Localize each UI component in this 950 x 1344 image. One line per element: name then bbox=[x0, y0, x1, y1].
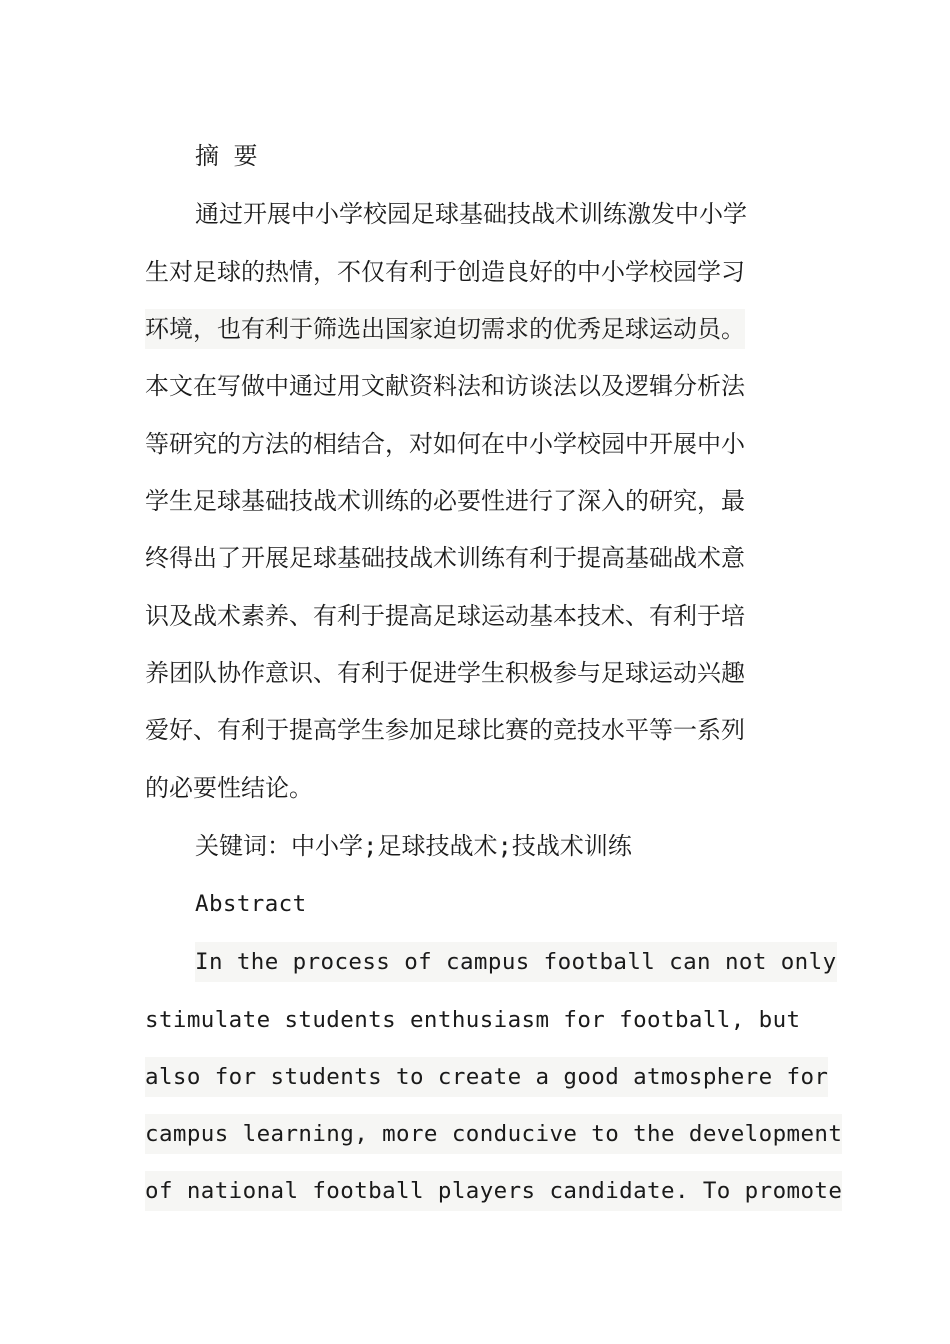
abstract-cn-line: 的必要性结论。 bbox=[145, 774, 313, 802]
abstract-en-line: also for students to create a good atmosphere for bbox=[145, 1057, 828, 1097]
abstract-cn-line: 等研究的方法的相结合，对如何在中小学校园中开展中小 bbox=[145, 430, 745, 458]
keywords-cn: 关键词：中小学;足球技战术;技战术训练 bbox=[195, 832, 632, 860]
abstract-heading-en: Abstract bbox=[195, 891, 307, 917]
abstract-cn-line: 识及战术素养、有利于提高足球运动基本技术、有利于培 bbox=[145, 602, 745, 630]
abstract-cn-line: 环境，也有利于筛选出国家迫切需求的优秀足球运动员。 bbox=[145, 309, 745, 349]
abstract-cn-line: 本文在写做中通过用文献资料法和访谈法以及逻辑分析法 bbox=[145, 372, 745, 400]
abstract-cn-line: 通过开展中小学校园足球基础技战术训练激发中小学 bbox=[195, 200, 747, 228]
abstract-en-line: stimulate students enthusiasm for football, but bbox=[145, 1007, 801, 1033]
abstract-en-line: In the process of campus football can not only bbox=[195, 942, 837, 982]
abstract-heading-cn: 摘 要 bbox=[195, 142, 258, 170]
abstract-cn-line: 学生足球基础技战术训练的必要性进行了深入的研究，最 bbox=[145, 487, 745, 515]
abstract-en-line: of national football players candidate. To promote bbox=[145, 1171, 842, 1211]
abstract-cn-line: 养团队协作意识、有利于促进学生积极参与足球运动兴趣 bbox=[145, 659, 745, 687]
abstract-cn-line: 终得出了开展足球基础技战术训练有利于提高基础战术意 bbox=[145, 544, 745, 572]
abstract-en-line: campus learning, more conducive to the development bbox=[145, 1114, 842, 1154]
abstract-cn-line: 爱好、有利于提高学生参加足球比赛的竞技水平等一系列 bbox=[145, 716, 745, 744]
abstract-cn-line: 生对足球的热情，不仅有利于创造良好的中小学校园学习 bbox=[145, 258, 745, 286]
